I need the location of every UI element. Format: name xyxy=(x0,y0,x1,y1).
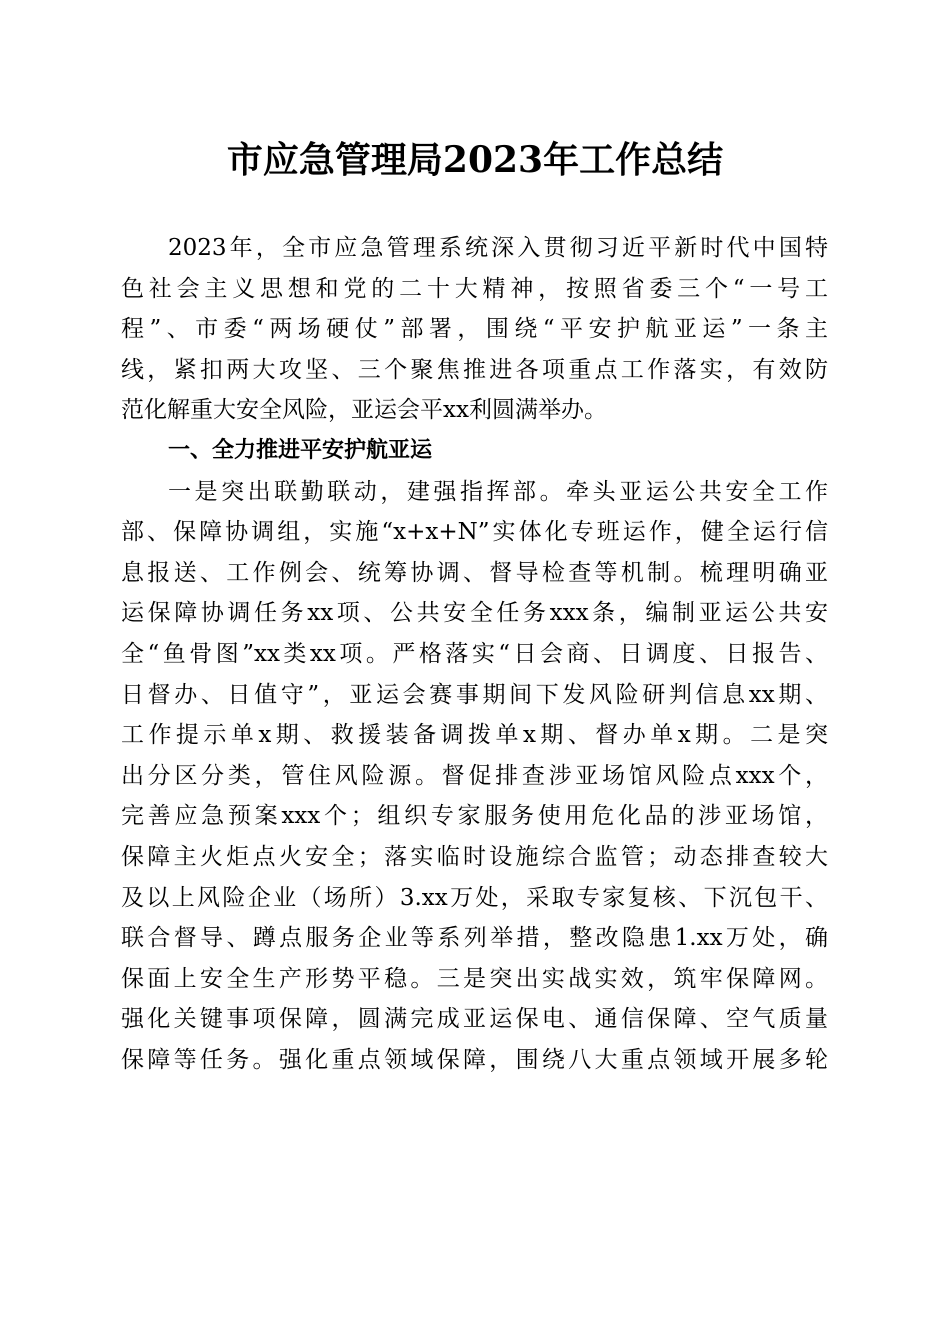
paragraph-line: 出分区分类，管住风险源。督促排查涉亚场馆风险点xxx个， xyxy=(121,762,828,789)
paragraph-line: 部、保障协调组，实施“x+x+N”实体化专班运作，健全运行信 xyxy=(121,519,828,546)
paragraph-line: 2023年，全市应急管理系统深入贯彻习近平新时代中国特 xyxy=(168,235,828,261)
paragraph-line: 强化关键事项保障，圆满完成亚运保电、通信保障、空气质量 xyxy=(121,1006,828,1033)
paragraph-line: 工作提示单x期、救援装备调拨单x期、督办单x期。二是突 xyxy=(121,722,828,749)
paragraph-line: 线，紧扣两大攻坚、三个聚焦推进各项重点工作落实，有效防 xyxy=(121,356,828,383)
paragraph-line: 范化解重大安全风险，亚运会平xx利圆满举办。 xyxy=(121,397,607,424)
section-heading: 一、全力推进平安护航亚运 xyxy=(168,437,433,463)
paragraph-line: 日督办、日值守”，亚运会赛事期间下发风险研判信息xx期、 xyxy=(121,681,828,708)
paragraph-line: 完善应急预案xxx个；组织专家服务使用危化品的涉亚场馆， xyxy=(121,803,828,830)
paragraph-line: 全“鱼骨图”xx类xx项。严格落实“日会商、日调度、日报告、 xyxy=(121,640,828,667)
paragraph-line: 程”、市委“两场硬仗”部署，围绕“平安护航亚运”一条主 xyxy=(121,316,828,343)
paragraph-line: 一是突出联勤联动，建强指挥部。牵头亚运公共安全工作 xyxy=(168,478,828,505)
paragraph-line: 保障等任务。强化重点领域保障，围绕八大重点领域开展多轮 xyxy=(121,1046,828,1073)
paragraph-line: 色社会主义思想和党的二十大精神，按照省委三个“一号工 xyxy=(121,275,828,302)
paragraph-line: 联合督导、蹲点服务企业等系列举措，整改隐患1.xx万处，确 xyxy=(121,925,828,952)
paragraph-line: 及以上风险企业（场所）3.xx万处，采取专家复核、下沉包干、 xyxy=(121,884,828,911)
paragraph-line: 息报送、工作例会、统筹协调、督导检查等机制。梳理明确亚 xyxy=(121,559,828,586)
paragraph-line: 保面上安全生产形势平稳。三是突出实战实效，筑牢保障网。 xyxy=(121,965,828,992)
paragraph-line: 保障主火炬点火安全；落实临时设施综合监管；动态排查较大 xyxy=(121,843,828,870)
document-body xyxy=(121,228,828,1080)
document-title: 市应急管理局2023年工作总结 xyxy=(226,139,724,181)
paragraph-line: 运保障协调任务xx项、公共安全任务xxx条，编制亚运公共安 xyxy=(121,600,828,627)
